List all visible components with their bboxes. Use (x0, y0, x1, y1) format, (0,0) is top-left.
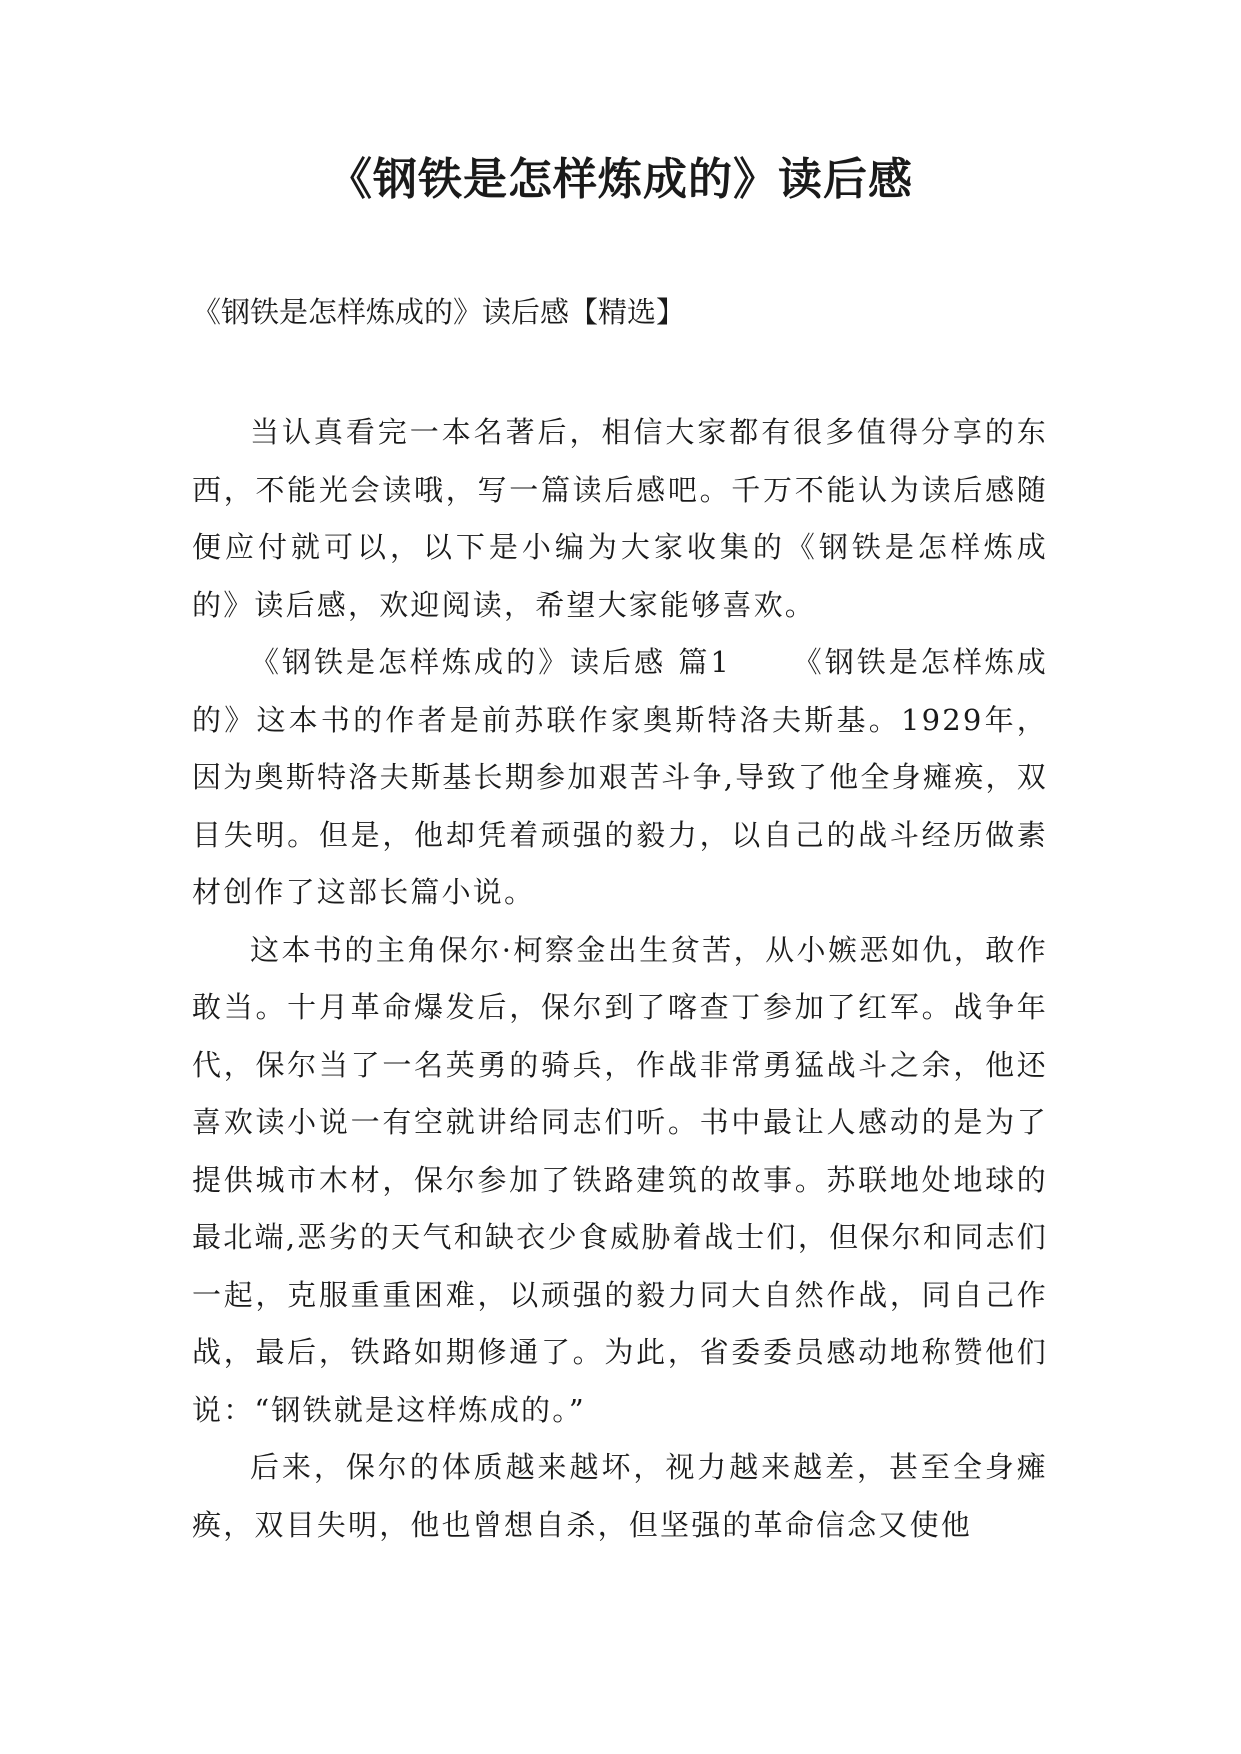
document-body (192, 404, 1048, 1554)
document-subtitle: 《钢铁是怎样炼成的》读后感【精选】 (192, 295, 686, 329)
paragraph: 当认真看完一本名著后，相信大家都有很多值得分享的东西，不能光会读哦，写一篇读后感吧。千万不能认为读后感随便应付就可以，以下是小编为大家收集的《钢铁是怎样炼成的》读后感，欢迎阅读，希望大家能够喜欢。 (192, 415, 1048, 622)
paragraph: 《钢铁是怎样炼成的》读后感 篇1 《钢铁是怎样炼成的》这本书的作者是前苏联作家奥斯特洛夫斯基。1929年，因为奥斯特洛夫斯基长期参加艰苦斗争,导致了他全身瘫痪，双目失明。但是，他却凭着顽强的毅力，以自己的战斗经历做素材创作了这部长篇小说。 (192, 645, 1048, 909)
document-title: 《钢铁是怎样炼成的》读后感 (328, 154, 913, 205)
paragraph: 后来，保尔的体质越来越坏，视力越来越差，甚至全身瘫痪，双目失明，他也曾想自杀，但坚强的革命信念又使他 (192, 1450, 1048, 1542)
paragraph: 这本书的主角保尔·柯察金出生贫苦，从小嫉恶如仇，敢作敢当。十月革命爆发后，保尔到了喀查丁参加了红军。战争年代，保尔当了一名英勇的骑兵，作战非常勇猛战斗之余，他还喜欢读小说一有空就讲给同志们听。书中最让人感动的是为了提供城市木材，保尔参加了铁路建筑的故事。苏联地处地球的最北端,恶劣的天气和缺衣少食威胁着战士们，但保尔和同志们一起，克服重重困难，以顽强的毅力同大自然作战，同自己作战，最后，铁路如期修通了。为此，省委委员感动地称赞他们说：“钢铁就是这样炼成的。” (192, 932, 1048, 1427)
